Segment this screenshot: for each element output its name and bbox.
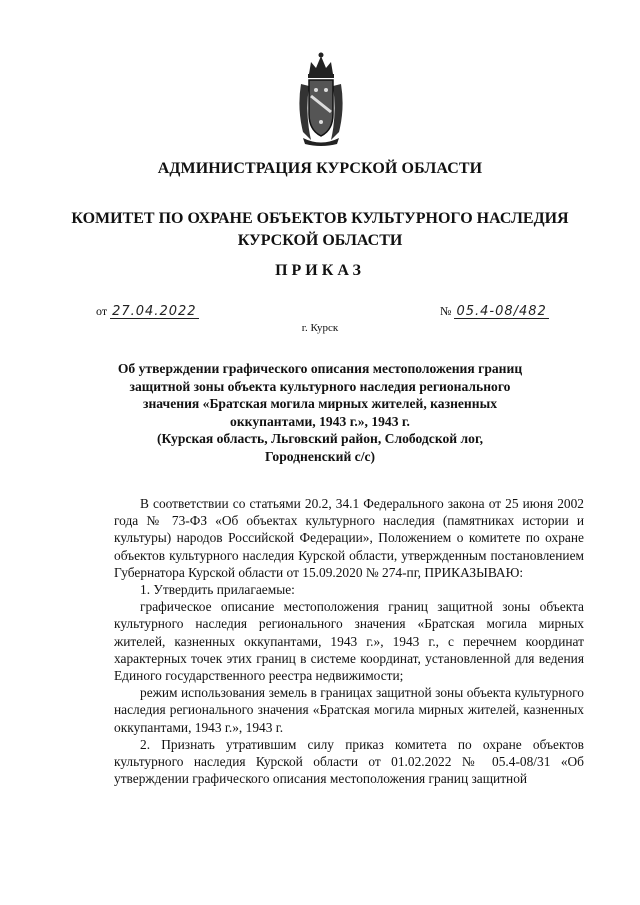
order-date <box>96 304 199 319</box>
committee-title-line2: КУРСКОЙ ОБЛАСТИ <box>237 232 403 249</box>
coat-of-arms-emblem <box>295 48 347 148</box>
order-title <box>100 360 540 465</box>
title-line: защитной зоны объекта культурного наследия регионального <box>129 378 511 394</box>
committee-title-line1: КОМИТЕТ ПО ОХРАНЕ ОБЪЕКТОВ КУЛЬТУРНОГО НАСЛЕДИЯ <box>71 210 569 227</box>
document-type: ПРИКАЗ <box>275 262 365 279</box>
paragraph-legal-basis: В соответствии со статьями 20.2, 34.1 Федерального закона от 25 июня 2002 года № 73-ФЗ «Об объектах культурного наследия (памятниках истории и культуры) народов Российской Федерации», Положением о комитете по охране объектов культурного наследия Курской области, утвержденным постановлением Губернатора Курской области от 15.09.2020 № 274-пг, ПРИКАЗЫВАЮ: <box>114 496 584 580</box>
paragraph-item-2: 2. Признать утратившим силу приказ комитета по охране объектов культурного наследия Курской области от 01.02.2022 № 05.4-08/31 «Об утверждении графического описания местоположения границ защитной <box>114 736 584 787</box>
date-value: 27.04.2022 <box>112 304 197 319</box>
committee-title <box>0 208 640 252</box>
paragraph-land-use-regime: режим использования земель в границах защитной зоны объекта культурного наследия регионального значения «Братская могила мирных жителей, казненных оккупантами, 1943 г.», 1943 г. <box>114 685 584 735</box>
order-number <box>440 304 549 319</box>
administration-title: АДМИНИСТРАЦИЯ КУРСКОЙ ОБЛАСТИ <box>157 160 483 177</box>
number-prefix: № <box>440 304 452 318</box>
paragraph-graphic-description: графическое описание местоположения границ защитной зоны объекта культурного наследия регионального значения «Братская могила мирных жителей, казненных оккупантами, 1943 г.», 1943 г., с перечнем координат характерных точек этих границ в системе координат, установленной для ведения Единого государственного реестра недвижимости; <box>114 599 584 684</box>
paragraph-item-1: 1. Утвердить прилагаемые: <box>140 582 295 598</box>
title-line: Об утверждении графического описания местоположения границ <box>117 361 523 376</box>
title-line: значения «Братская могила мирных жителей, казненных <box>142 396 498 411</box>
title-line: оккупантами, 1943 г.», 1943 г. <box>230 413 410 429</box>
date-prefix: от <box>96 304 108 318</box>
city-label: г. Курск <box>301 322 339 334</box>
title-line: Городненский с/с) <box>264 448 376 464</box>
number-value: 05.4-08/482 <box>456 304 547 319</box>
title-line: (Курская область, Льговский район, Слободской лог, <box>157 431 483 446</box>
order-body <box>114 495 584 787</box>
